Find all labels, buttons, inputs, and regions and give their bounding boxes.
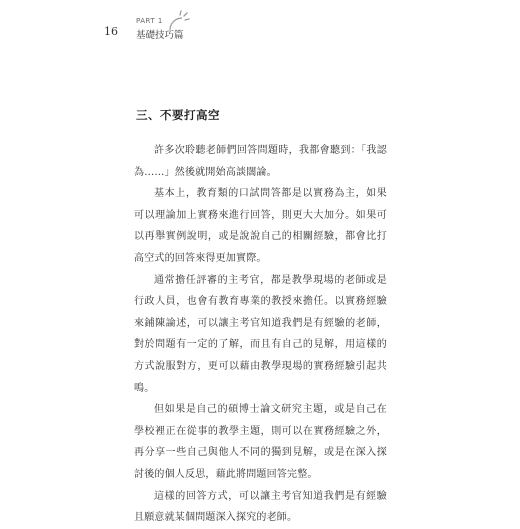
section-heading: 三、不要打高空	[136, 108, 220, 122]
chapter-title: 基礎技巧篇	[136, 30, 184, 41]
part-label: PART 1	[136, 17, 163, 25]
paragraph: 但如果是自己的碩博士論文研究主題，或是自己在學校裡正在從事的教學主題，則可以在實務經驗之外，再分享一些自己與他人不同的獨到見解，或是在深入探討後的個人反思，藉此將問題回答完整。	[134, 404, 387, 480]
paragraph: 許多次聆聽老師們回答問題時，我都會聽到：「我認為……」然後就開始高談闊論。	[134, 145, 387, 178]
page-number: 16	[104, 25, 118, 38]
spark-icon	[168, 10, 190, 32]
paragraph: 通常擔任評審的主考官，都是教學現場的老師或是行政人員，也會有教育專業的教授來擔任。以實務經驗來鋪陳論述，可以讓主考官知道我們是有經驗的老師，對於問題有一定的了解，而且有自己的見解，用這樣的方式說服對方，更可以藉由教學現場的實務經驗引起共鳴。	[134, 274, 387, 394]
paragraph: 基本上，教育類的口試問答都是以實務為主，如果可以理論加上實務來進行回答，則更大大加分。如果可以再舉實例說明，或是說說自己的相關經驗，都會比打高空式的回答來得更加實際。	[134, 188, 387, 264]
body-text	[134, 140, 387, 529]
paragraph: 這樣的回答方式，可以讓主考官知道我們是有經驗且願意就某個問題深入探究的老師。	[134, 490, 387, 524]
